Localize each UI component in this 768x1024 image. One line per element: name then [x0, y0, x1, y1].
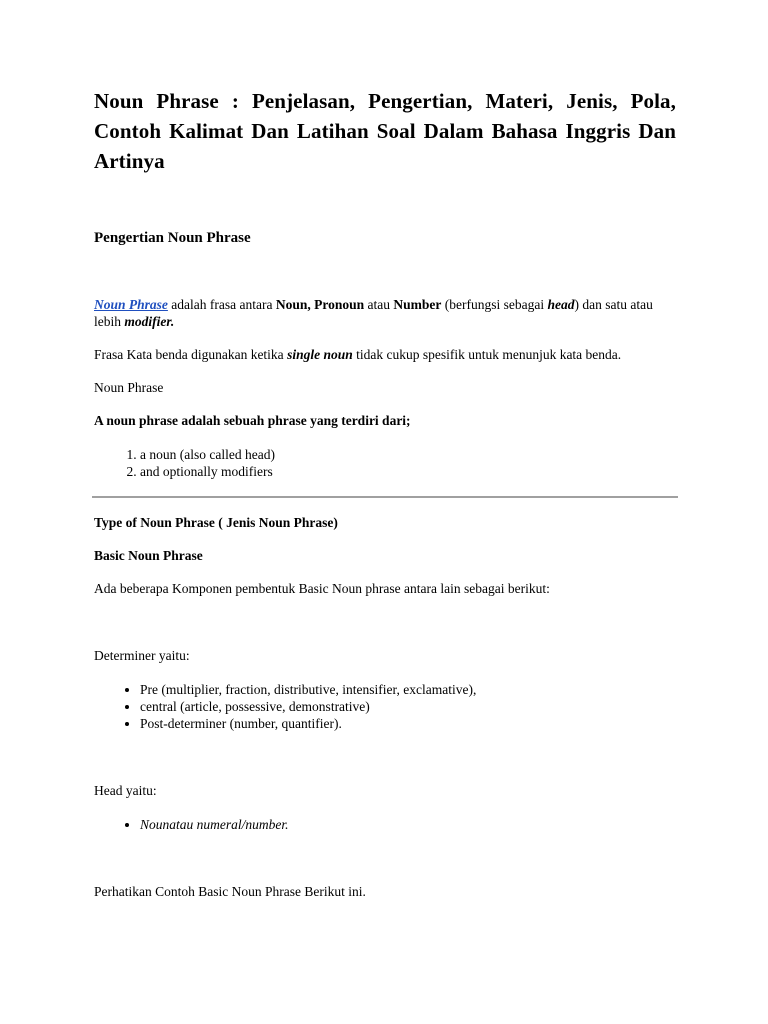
list-item: • Post-determiner (number, quantifier). [140, 715, 676, 732]
intro-text-3: (berfungsi sebagai [441, 297, 548, 312]
list-item: • central (article, possessive, demonstrative) [140, 698, 676, 715]
composition-list [94, 446, 676, 480]
intro-text-4: ) dan satu atau lebih [94, 297, 653, 329]
components-paragraph: Ada beberapa Komponen pembentuk Basic Noun phrase antara lain sebagai berikut: [94, 581, 550, 596]
list-item: 2. and optionally modifiers [140, 463, 676, 480]
noun-phrase-link[interactable]: Noun Phrase [94, 297, 168, 312]
frasa-text-1: Frasa Kata benda digunakan ketika [94, 347, 288, 362]
intro-bold-italic-head: head [547, 297, 575, 312]
intro-bold-noun-pronoun: Noun, Pronoun [275, 297, 365, 312]
type-heading: Type of Noun Phrase ( Jenis Noun Phrase) [94, 515, 338, 530]
horizontal-divider [92, 496, 678, 498]
intro-bold-number: Number [393, 297, 442, 312]
head-label: Head yaitu: [94, 783, 157, 798]
noun-phrase-label: Noun Phrase [94, 380, 164, 395]
head-list [94, 816, 676, 833]
determiner-label: Determiner yaitu: [94, 648, 190, 663]
frasa-bold-italic-single-noun: single noun [287, 347, 353, 362]
section-heading: Pengertian Noun Phrase [94, 230, 251, 246]
example-intro-paragraph: Perhatikan Contoh Basic Noun Phrase Berikut ini. [94, 884, 366, 899]
basic-heading: Basic Noun Phrase [94, 548, 203, 563]
frasa-text-2: tidak cukup spesifik untuk menunjuk kata benda. [352, 347, 622, 362]
frasa-paragraph [94, 346, 676, 363]
document-title: Noun Phrase : Penjelasan, Pengertian, Materi, Jenis, Pola, Contoh Kalimat Dan Latihan Soal Dalam Bahasa Inggris Dan Artinya [94, 89, 676, 173]
list-item: • Nounatau numeral/number. [140, 816, 676, 833]
document-page [94, 86, 676, 900]
intro-text-1: adalah frasa antara [167, 297, 276, 312]
intro-bold-italic-modifier: modifier. [124, 314, 175, 329]
intro-text-2: atau [364, 297, 394, 312]
list-item: • Pre (multiplier, fraction, distributive, intensifier, exclamative), [140, 681, 676, 698]
list-item: 1. a noun (also called head) [140, 446, 676, 463]
definition-heading: A noun phrase adalah sebuah phrase yang terdiri dari; [94, 413, 411, 428]
determiner-list [94, 681, 676, 732]
intro-paragraph [94, 296, 676, 330]
